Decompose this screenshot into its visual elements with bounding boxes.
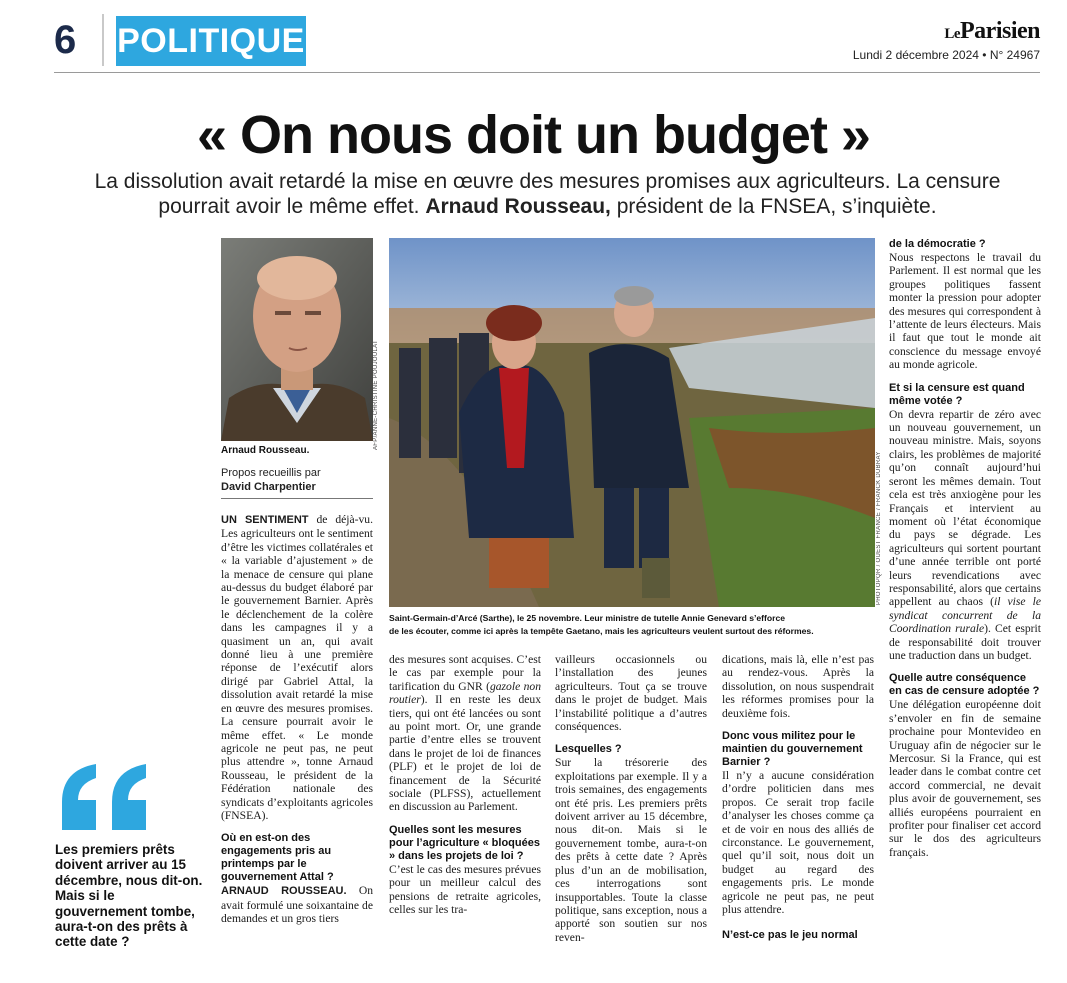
article-column-4: dications, mais là, elle n’est pas au rendez-vous. Après la dissolution, on nous suspendrait les réformes promises pour la deuxième fois. Donc vous militez pour le maintien du gouvernement Barnier ? Il n’y a aucune considération d’ordre politicien dans mes propos. Ce serait trop facile d’analyser les choses comme ça et de voir en nous des alliés de circonstance. Le gouvernement, quel qu’il soit, nous doit un budget au regard des engagements pris. Le monde agricole ne peut pas, ne peut plus attendre. N’est-ce pas le jeu normal [722,653,874,941]
byline: Propos recueillis par David Charpentier [221,466,376,494]
logo-le: Le [944,26,960,42]
portrait-illustration [221,238,373,441]
logo-name: Parisien [960,18,1040,44]
question-4: Donc vous militez pour le maintien du gouvernement Barnier ? [722,730,863,769]
field-scene-illustration [389,238,875,607]
answer-speaker: ARNAUD ROUSSEAU. [221,885,347,898]
quote-mark-icon [56,760,156,840]
question-7: Quelle autre conséquence en cas de censure adoptée ? [889,672,1040,698]
article-column-5: de la démocratie ? Nous respectons le travail du Parlement. Il est normal que les groupes politiques fassent monter la pression pour adopter des mesures qui correspondent à l’attente de leurs électeurs. Mais il faut que tout le monde ait conscience du message envoyé au monde agricole. Et si la censure est quand même votée ? On devra repartir de zéro avec un nouveau gouvernement, un nouveau ministre. Mais, soyons clairs, les problèmes de majorité qu’on connaît aujourd’hui seront les mêmes demain. Tout cela est très anxiogène pour les Français et intervient au moment où l’état économique du pays se dégrade. Les agriculteurs qui sortent pourtant d’une année terrible ont porté leurs revendications avec responsabilité, alors que certains appellent au chaos (il vise le syndicat concurrent de la Coordination rurale). Cet esprit de responsabilité doit trouver une traduction dans un budget. Quelle autre conséquence en cas de censure adoptée ? Une délégation européenne doit s’envoler en fin de semaine prochaine pour Montevideo en Uruguay afin de négocier sur le Mercosur. Si la France, qui est leader dans le combat contre cet accord commercial, ne devait plus avoir de gouvernement, ses alliés européens pourraient en profiter pour finaliser cet accord sur le dos des agriculteurs français. [889,238,1042,859]
lead-caps: UN SENTIMENT [221,514,309,526]
standfirst: La dissolution avait retardé la mise en œuvre des mesures promises aux agriculteurs. La censure pourrait avoir le même effet. Arnaud Rousseau, président de la FNSEA, s’inquiète. [94,170,1001,218]
header-divider [102,14,104,66]
question-5-start: N’est-ce pas le jeu normal [722,928,858,941]
portrait-photo [221,238,373,441]
issue-dateline: Lundi 2 décembre 2024 • N° 24967 [852,48,1040,62]
newspaper-logo [944,18,1040,45]
portrait-credit: AFP/ANNE-CHRISTINE POUJOULAT [373,340,379,450]
headline: « On nous doit un budget » [197,105,870,165]
question-3: Lesquelles ? [555,743,622,756]
page-number: 6 [54,18,77,62]
article-column-3: vailleurs occasionnels ou l’installation des jeunes agriculteurs. Tout ça se trouve dans le projet de budget. Mais l’instabilité politique a d’autres conséquences. Lesquelles ? Sur la trésorerie des exploitations par exemple. Il y a trois semaines, des engagements ont été pris. Les premiers prêts doivent arriver au 15 décembre, nous dit-on. Mais si le gouvernement tombe, aura-t-on des prêts à cette date ? Après plus d’un an de mobilisation, ces interrogations sont insupportables. Toute la classe politique, sans exception, nous a apporté son soutien sur nos reven- [555,653,707,944]
author-name: David Charpentier [221,481,316,493]
byline-rule [221,498,373,499]
section-rubric: POLITIQUE [116,16,306,66]
photo-credit: PHOTOPQR / OUEST FRANCE / FRANCK DUBRAY [876,451,882,605]
pull-quote: Les premiers prêts doivent arriver au 15 décembre, nous dit-on. Mais si le gouvernement tombe, aura-t-on des prêts à cette date ? [55,842,203,950]
portrait-caption: Arnaud Rousseau. [221,445,310,456]
question-5-end: de la démocratie ? [889,238,986,250]
article-column-2: des mesures sont acquises. C’est le cas par exemple pour la tarification du GNR (gazole non routier). Il en reste les deux tiers, qui ont été lancées ou sont au point mort. Or, une grande partie d’entre elles se trouvent dans le projet de loi de finances (PLF) et le projet de loi de financement de la Sécurité sociale (PLFSS), actuellement en discussion au Parlement. Quelles sont les mesures pour l’agriculture « bloquées » dans les projets de loi ? C’est le cas des mesures prévues pour un meilleur calcul des pensions de retraite agricoles, celles sur les tra- [389,653,541,917]
header-rule [54,72,1040,73]
article-column-1: UN SENTIMENT de déjà-vu. Les agriculteurs ont le sentiment d’être les victimes collatérales et « la variable d’ajustement » de la menace de censure qui plane au-dessus du budget élaboré par le gouvernement Barnier. Après le déclenchement de la colère dans les campagnes il y a quasiment un an, qui avait donné lieu à une première réponse de l’exécutif alors dirigé par Gabriel Attal, la dissolution avait retardé la mise en œuvre des mesures promises. La censure pourrait avoir le même effet. « Le monde agricole ne peut pas, ne peut plus attendre », tonne Arnaud Rousseau, le président de la Fédération nationale des syndicats d’exploitants agricoles (FNSEA). Où en est-on des engagements pris au printemps par le gouvernement Attal ? ARNAUD ROUSSEAU. On avait formulé une soixantaine de demandes et un gros tiers [221,513,373,926]
main-photo [389,238,875,607]
question-6: Et si la censure est quand même votée ? [889,381,1025,407]
question-2: Quelles sont les mesures pour l’agriculture « bloquées » dans les projets de loi ? [389,823,540,862]
photo-caption: Saint-Germain-d’Arcé (Sarthe), le 25 novembre. Leur ministre de tutelle Annie Genevard s’efforce de les écouter, comme ici après la tempête Gaetano, mais les agriculteurs veulent surtout des réformes. [389,613,814,636]
question-1: Où en est-on des engagements pris au printemps par le gouvernement Attal ? [221,832,334,884]
